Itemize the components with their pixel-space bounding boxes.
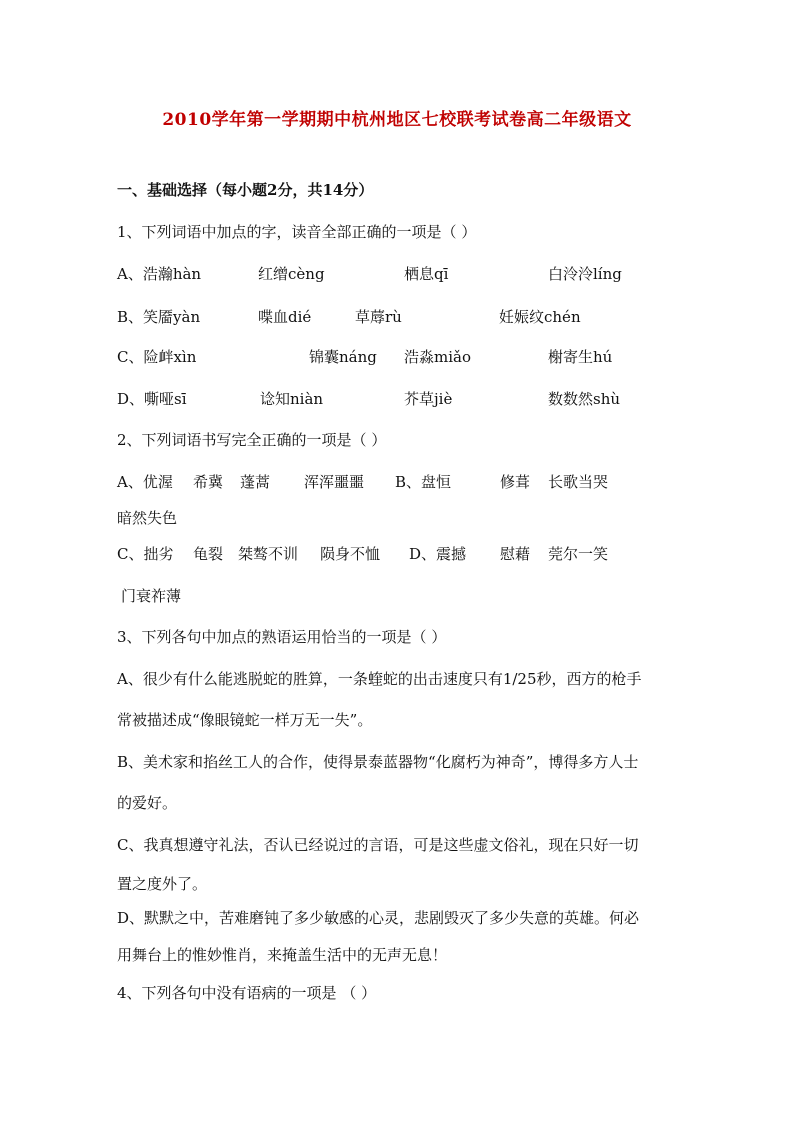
q1-option-c-2: 锦囊náng [309,348,377,366]
q2-option-c-3: 桀骜不训 [238,545,299,563]
q1-option-c-1: C、险衅xìn [117,348,197,366]
q1-option-c-4: 榭寄生hú [548,348,613,366]
q2-option-c-1: C、拙劣 [117,545,174,563]
q1-option-a-1: A、浩瀚hàn [117,265,202,283]
q2-option-c-4: 陨身不恤 [320,545,381,563]
q1-option-b-4: 妊娠纹chén [499,308,581,326]
q3-option-d-line1: D、默默之中，苦难磨钝了多少敏感的心灵，悲剧毁灭了多少失意的英雄。何必 [117,909,640,927]
q3-option-c-line2: 置之度外了。 [117,875,208,893]
q3-option-c-line1: C、我真想遵守礼法，否认已经说过的言语，可是这些虚文俗礼，现在只好一切 [117,836,639,854]
q2-option-c-2: 龟裂 [193,545,224,563]
section-heading: 一、基础选择（每小题2分，共14分） [117,181,374,199]
question-4-stem: 4、下列各句中没有语病的一项是 （ ） [117,984,377,1002]
q1-option-d-2: 谂知niàn [260,390,324,408]
q1-option-a-3: 栖息qī [404,265,449,283]
q2-option-b-1: B、盘恒 [395,473,452,491]
q2-option-d-3: 莞尔一笑 [548,545,609,563]
q1-option-d-3: 芥草jiè [404,390,453,408]
q2-option-a-4: 浑浑噩噩 [304,473,365,491]
q3-option-a-line2: 常被描述成“像眼镜蛇一样万无一失”。 [117,711,373,729]
q2-option-d-2: 慰藉 [500,545,531,563]
q1-option-b-3: 草蓐rù [355,308,402,326]
q3-option-b-line1: B、美术家和掐丝工人的合作，使得景泰蓝器物“化腐朽为神奇”，博得多方人士 [117,753,639,771]
q3-option-d-line2: 用舞台上的惟妙惟肖，来掩盖生活中的无声无息！ [117,946,448,964]
question-3-stem: 3、下列各句中加点的熟语运用恰当的一项是（ ） [117,628,447,646]
q2-option-b-4: 暗然失色 [117,509,178,527]
q1-option-d-4: 数数然shù [548,390,621,408]
exam-title: 2010学年第一学期期中杭州地区七校联考试卷高二年级语文 [162,110,632,130]
q1-option-d-1: D、嘶哑sī [117,390,187,408]
q1-option-c-3: 浩淼miǎo [404,348,471,366]
q2-option-a-3: 蓬蒿 [240,473,271,491]
q2-option-d-4: 门衰祚薄 [121,587,182,605]
q2-option-b-2: 修葺 [500,473,531,491]
q3-option-a-line1: A、很少有什么能逃脱蛇的胜算，一条蝰蛇的出击速度只有1/25秒，西方的枪手 [117,670,642,688]
q1-option-a-4: 白泠泠líng [548,265,622,283]
q1-option-a-2: 红缯cèng [258,265,325,283]
q1-option-b-2: 喋血dié [258,308,312,326]
q2-option-b-3: 长歌当哭 [548,473,609,491]
question-1-stem: 1、下列词语中加点的字，读音全部正确的一项是（ ） [117,223,477,241]
q2-option-d-1: D、震撼 [409,545,467,563]
q1-option-b-1: B、笑靥yàn [117,308,201,326]
q2-option-a-1: A、优渥 [117,473,173,491]
q3-option-b-line2: 的爱好。 [117,794,178,812]
question-2-stem: 2、下列词语书写完全正确的一项是（ ） [117,431,387,449]
q2-option-a-2: 希冀 [193,473,224,491]
